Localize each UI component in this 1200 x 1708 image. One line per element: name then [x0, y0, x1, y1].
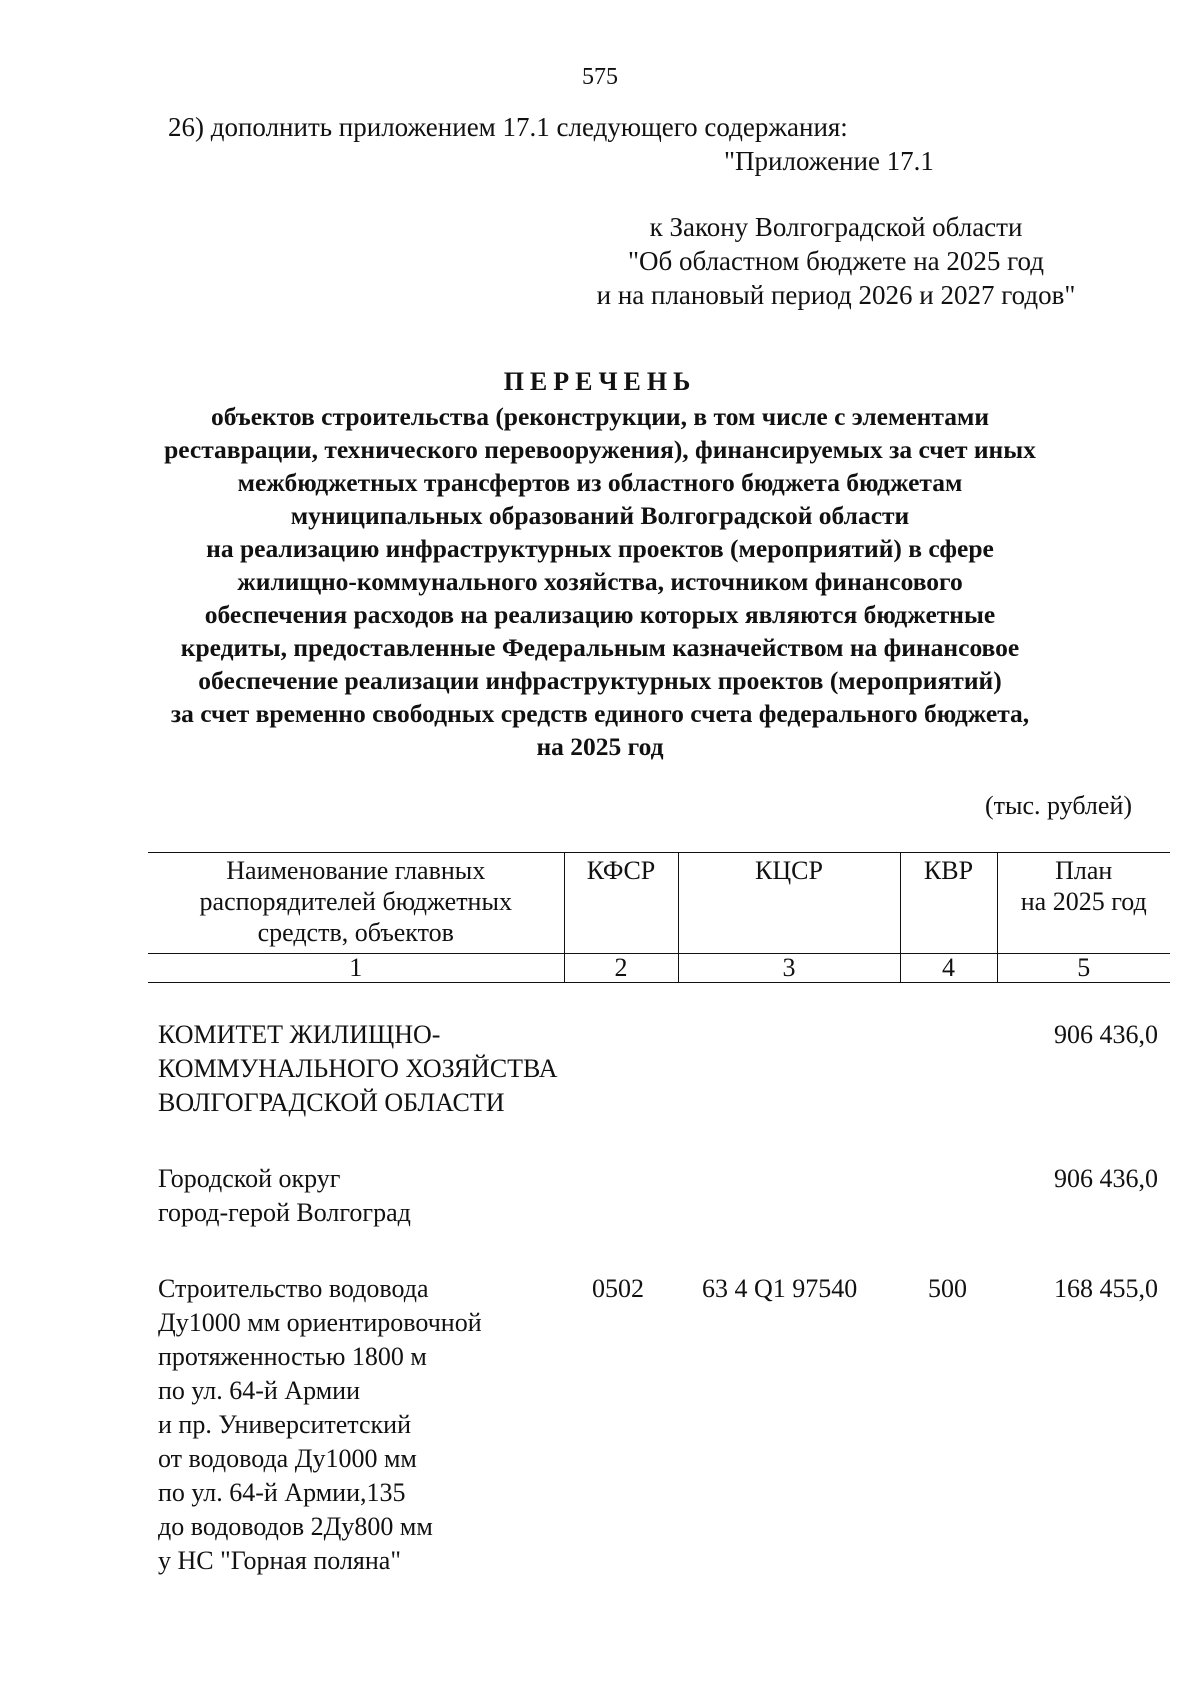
header-kcsr: КЦСР — [678, 853, 900, 954]
row-name-line: по ул. 64-й Армии — [158, 1376, 360, 1405]
header-name-line: средств, объектов — [257, 918, 454, 947]
table-header — [148, 852, 1170, 983]
row-name-line: от водовода Ду1000 мм — [158, 1444, 417, 1473]
column-number: 3 — [678, 954, 900, 983]
row-name-line: Городской округ — [158, 1164, 341, 1193]
document-title: ПЕРЕЧЕНЬ — [503, 367, 697, 396]
table-row — [148, 1018, 1170, 1120]
header-name-line: распорядителей бюджетных — [199, 887, 512, 916]
header-plan — [997, 853, 1170, 954]
page-number: 575 — [582, 64, 618, 90]
row-name-line: КОМИТЕТ ЖИЛИЩНО- — [158, 1020, 441, 1049]
row-name-line: город-герой Волгоград — [158, 1198, 411, 1227]
law-reference-line: "Об областном бюджете на 2025 год — [628, 246, 1044, 276]
row-name-line: у НС "Горная поляна" — [158, 1546, 401, 1575]
appendix-label: "Приложение 17.1 — [724, 146, 934, 176]
subtitle-line: на 2025 год — [536, 732, 664, 761]
subtitle-line: обеспечения расходов на реализацию которых являются бюджетные — [204, 600, 996, 629]
table-body — [148, 1018, 1170, 1578]
row-name-line: ВОЛГОГРАДСКОЙ ОБЛАСТИ — [158, 1088, 505, 1117]
amendment-intro: 26) дополнить приложением 17.1 следующего содержания: — [168, 112, 848, 142]
row-name-line: протяженностью 1800 м — [158, 1342, 427, 1371]
row-plan: 906 436,0 — [1054, 1164, 1158, 1193]
document-subtitle — [150, 400, 1050, 763]
column-number: 4 — [900, 954, 997, 983]
table-row — [148, 1272, 1170, 1578]
column-number: 2 — [564, 954, 678, 983]
row-name-line: до водоводов 2Ду800 мм — [158, 1512, 433, 1541]
row-name-line: по ул. 64-й Армии,135 — [158, 1478, 406, 1507]
row-kcsr: 63 4 Q1 97540 — [702, 1274, 858, 1303]
header-name — [148, 853, 564, 954]
law-reference — [560, 210, 1112, 312]
units-label: (тыс. рублей) — [985, 791, 1133, 820]
header-kvr: КВР — [900, 853, 997, 954]
column-number: 1 — [148, 954, 564, 983]
row-name — [148, 1162, 558, 1230]
subtitle-line: за счет временно свободных средств единого счета федерального бюджета, — [170, 699, 1030, 728]
subtitle-line: жилищно-коммунального хозяйства, источником финансового — [237, 567, 963, 596]
table-row — [148, 1162, 1170, 1230]
row-plan: 168 455,0 — [1054, 1274, 1158, 1303]
subtitle-line: муниципальных образований Волгоградской области — [290, 501, 910, 530]
row-name — [148, 1018, 558, 1120]
law-reference-line: и на плановый период 2026 и 2027 годов" — [596, 280, 1076, 310]
row-kfsr: 0502 — [592, 1274, 644, 1303]
column-number: 5 — [997, 954, 1170, 983]
row-name-line: Строительство водовода — [158, 1274, 429, 1303]
header-kfsr: КФСР — [564, 853, 678, 954]
row-kvr: 500 — [928, 1274, 967, 1303]
header-plan-line: План — [1055, 856, 1113, 885]
row-name-line: и пр. Университетский — [158, 1410, 411, 1439]
subtitle-line: объектов строительства (реконструкции, в том числе с элементами — [210, 402, 990, 431]
subtitle-line: обеспечение реализации инфраструктурных проектов (мероприятий) — [198, 666, 1002, 695]
law-reference-line: к Закону Волгоградской области — [649, 212, 1023, 242]
row-name — [148, 1272, 558, 1578]
header-plan-line: на 2025 год — [1020, 887, 1147, 916]
header-name-line: Наименование главных — [226, 856, 486, 885]
row-plan: 906 436,0 — [1054, 1020, 1158, 1049]
subtitle-line: кредиты, предоставленные Федеральным казначейством на финансовое — [180, 633, 1020, 662]
row-name-line: Ду1000 мм ориентировочной — [158, 1308, 482, 1337]
row-name-line: КОММУНАЛЬНОГО ХОЗЯЙСТВА — [158, 1054, 558, 1083]
subtitle-line: реставрации, технического перевооружения), финансируемых за счет иных — [164, 435, 1036, 464]
subtitle-line: межбюджетных трансфертов из областного бюджета бюджетам — [237, 468, 963, 497]
subtitle-line: на реализацию инфраструктурных проектов (мероприятий) в сфере — [206, 534, 994, 563]
